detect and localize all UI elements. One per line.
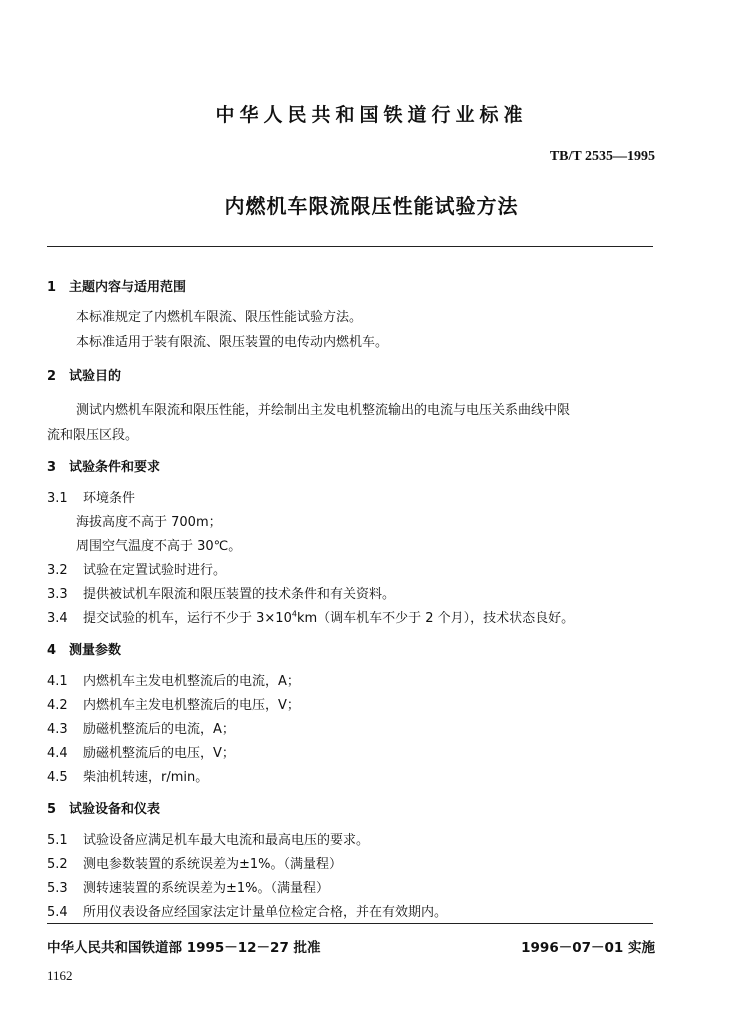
- item-3-4: [47, 607, 574, 626]
- section-3-number: 3: [47, 460, 57, 475]
- item-5-1: [47, 829, 369, 848]
- section-1-para-1: 本标准规定了内燃机车限流、限压性能试验方法。: [76, 310, 363, 325]
- section-2-title: 试验目的: [69, 369, 122, 384]
- item-4-4: [47, 742, 235, 761]
- section-4-heading: [47, 639, 121, 658]
- section-3-heading: [47, 456, 160, 475]
- section-5-heading: [47, 798, 160, 817]
- item-4-3: [47, 718, 235, 737]
- section-4-title: 测量参数: [69, 643, 122, 658]
- item-5-4-text: 所用仪表设备应经国家法定计量单位检定合格，并在有效期内。: [83, 905, 448, 920]
- section-5-number: 5: [47, 802, 57, 817]
- item-4-1-number: 4.1: [47, 674, 68, 689]
- item-4-1: [47, 670, 300, 689]
- item-3-1-temperature: 周围空气温度不高于 30℃。: [76, 539, 242, 554]
- item-4-1-text: 内燃机车主发电机整流后的电流，A；: [83, 674, 300, 689]
- item-5-1-number: 5.1: [47, 833, 68, 848]
- item-3-3-text: 提供被试机车限流和限压装置的技术条件和有关资料。: [83, 587, 396, 602]
- section-2-heading: [47, 365, 121, 384]
- section-2-para-line-2: 流和限压区段。: [47, 428, 139, 443]
- item-4-4-text: 励磁机整流后的电压，V；: [83, 746, 235, 761]
- section-3-title: 试验条件和要求: [69, 460, 161, 475]
- item-5-3: [47, 877, 329, 896]
- item-4-5-text: 柴油机转速，r/min。: [83, 770, 209, 785]
- document-title: 内燃机车限流限压性能试验方法: [224, 194, 519, 218]
- item-3-2: [47, 559, 226, 578]
- section-5-title: 试验设备和仪表: [69, 802, 161, 817]
- item-3-4-text-b: km（调车机车不少于 2 个月），技术状态良好。: [296, 611, 575, 626]
- section-1-heading: [47, 276, 186, 295]
- item-5-3-text: 测转速装置的系统误差为±1%。（满量程）: [83, 881, 330, 896]
- section-2-number: 2: [47, 369, 57, 384]
- item-4-2-number: 4.2: [47, 698, 68, 713]
- footer-divider: [47, 923, 653, 924]
- item-4-5: [47, 766, 208, 785]
- item-5-1-text: 试验设备应满足机车最大电流和最高电压的要求。: [83, 833, 370, 848]
- section-1-title: 主题内容与适用范围: [69, 280, 187, 295]
- header-divider: [47, 246, 653, 247]
- item-3-2-text: 试验在定置试验时进行。: [83, 563, 227, 578]
- item-4-3-text: 励磁机整流后的电流，A；: [83, 722, 235, 737]
- item-3-1-number: 3.1: [47, 491, 68, 506]
- item-3-1: [47, 487, 135, 506]
- page-number: 1162: [47, 968, 73, 983]
- item-5-2-number: 5.2: [47, 857, 68, 872]
- item-4-2-text: 内燃机车主发电机整流后的电压，V；: [83, 698, 300, 713]
- section-1-para-2: 本标准适用于装有限流、限压装置的电传动内燃机车。: [76, 335, 389, 350]
- item-5-2: [47, 853, 342, 872]
- standard-code: TB/T 2535—1995: [549, 149, 655, 164]
- section-2-para-line-1: 测试内燃机车限流和限压性能，并绘制出主发电机整流输出的电流与电压关系曲线中限: [76, 403, 571, 418]
- item-5-4: [47, 901, 447, 920]
- item-3-4-number: 3.4: [47, 611, 68, 626]
- item-4-3-number: 4.3: [47, 722, 68, 737]
- item-4-4-number: 4.4: [47, 746, 68, 761]
- item-4-2: [47, 694, 300, 713]
- item-3-1-altitude: 海拔高度不高于 700m；: [76, 515, 222, 530]
- section-4-number: 4: [47, 643, 57, 658]
- section-1-number: 1: [47, 280, 57, 295]
- approval-line: 中华人民共和国铁道部 1995－12－27 批准: [47, 940, 321, 956]
- item-3-4-exponent: 4: [291, 609, 297, 619]
- item-3-4-text-a: 提交试验的机车，运行不少于 3×10: [83, 611, 292, 626]
- item-3-3: [47, 583, 395, 602]
- item-3-2-number: 3.2: [47, 563, 68, 578]
- item-3-3-number: 3.3: [47, 587, 68, 602]
- item-4-5-number: 4.5: [47, 770, 68, 785]
- item-5-4-number: 5.4: [47, 905, 68, 920]
- standard-organization: 中华人民共和国铁道行业标准: [215, 104, 528, 126]
- item-5-2-text: 测电参数装置的系统误差为±1%。（满量程）: [83, 857, 343, 872]
- item-3-1-text: 环境条件: [83, 491, 136, 506]
- item-5-3-number: 5.3: [47, 881, 68, 896]
- effective-date: 1996－07－01 实施: [521, 940, 655, 956]
